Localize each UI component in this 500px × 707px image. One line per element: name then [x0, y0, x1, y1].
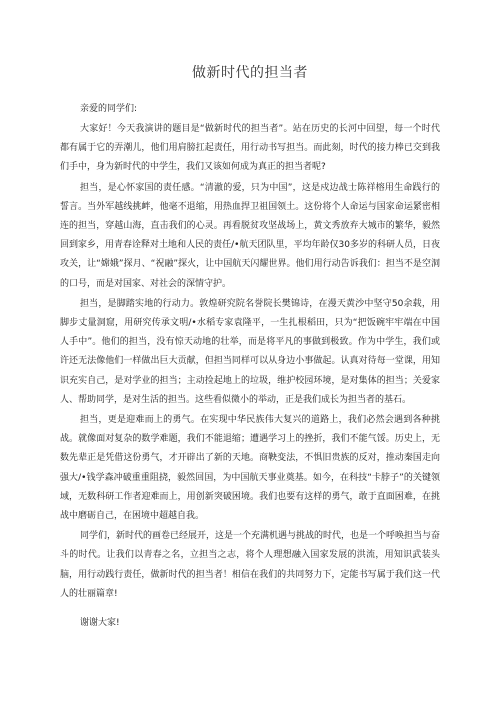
- paragraph-responsibility: 担当，是心怀家国的责任感。“清澈的爱，只为中国”，这是戍边战士陈祥榕用生命践行的誓言。当外军越线挑衅，他毫不退缩，用热血捍卫祖国领土。这份将个人命运与国家命运紧密相连的担当，穿越山海，直击我们的心灵。再看脱贫攻坚战场上，黄文秀放弃大城市的繁华，毅然回到家乡，用青春诠释对土地和人民的责任/•航天团队里，平均年龄仅30多岁的科研人员，日夜攻关，让“嫦娥”探月、“祝融”探火，让中国航天闪耀世界。他们用行动告诉我们：担当不是空洞的口号，而是对国家、对社会的深情守护。: [60, 182, 440, 289]
- closing-thanks: 谢谢大家!: [80, 618, 120, 629]
- paragraph-courage: 担当，更是迎难而上的勇气。在实现中华民族伟大复兴的道路上，我们必然会遇到各种挑战。就像面对复杂的数学难题，我们不能退缩；遭遇学习上的挫折，我们不能气馁。历史上，无数先辈正是凭借这份勇气，才开辟出了新的天地。商鞅变法，不惧旧贵族的反对，推动秦国走向强大/•钱学森冲破重重阻挠，毅然回国，为中国航天事业奠基。如今，在科技“卡脖子”的关键领域，无数科研工作者迎难而上，用创新突破困境。我们也要有这样的勇气，敢于直面困难，在挑战中磨砺自己，在困境中超越自我。: [60, 415, 440, 522]
- paragraph-intro: 大家好！今天我演讲的题目是“做新时代的担当者”。站在历史的长河中回望，每一个时代都有属于它的弄潮儿，他们用肩膀扛起责任，用行动书写担当。而此刻，时代的接力棒已交到我们手中，身为新时代的中学生，我们又该如何成为真正的担当者呢?: [60, 124, 440, 173]
- paragraph-conclusion: 同学们，新时代的画卷已经展开，这是一个充满机遇与挑战的时代，也是一个呼唤担当与奋斗的时代。让我们以青春之名，立担当之志，将个人理想融入国家发展的洪流，用知识武装头脑，用行动践行责任，做新时代的担当者！相信在我们的共同努力下，定能书写属于我们这一代人的壮丽篇章!: [60, 531, 441, 599]
- paragraph-action: 担当，是脚踏实地的行动力。敦煌研究院名誉院长樊锦诗，在漫天黄沙中坚守50余载，用脚步丈量洞窟，用研究传承文明/•水稻专家袁隆平，一生扎根稻田，只为“把饭碗牢牢端在中国人手中”。他们的担当，没有惊天动地的壮举，而是将平凡的事做到极致。作为中学生，我们或许还无法像他们一样做出巨大贡献，但担当同样可以从身边小事做起。认真对待每一堂课，用知识充实自己，是对学业的担当；主动捡起地上的垃圾，维护校园环境，是对集体的担当；关爱家人、帮助同学，是对生活的担当。这些看似微小的举动，正是我们成长为担当者的基石。: [60, 298, 440, 405]
- page-title: 做新时代的担当者: [192, 65, 308, 81]
- salutation: 亲爱的同学们:: [80, 104, 138, 114]
